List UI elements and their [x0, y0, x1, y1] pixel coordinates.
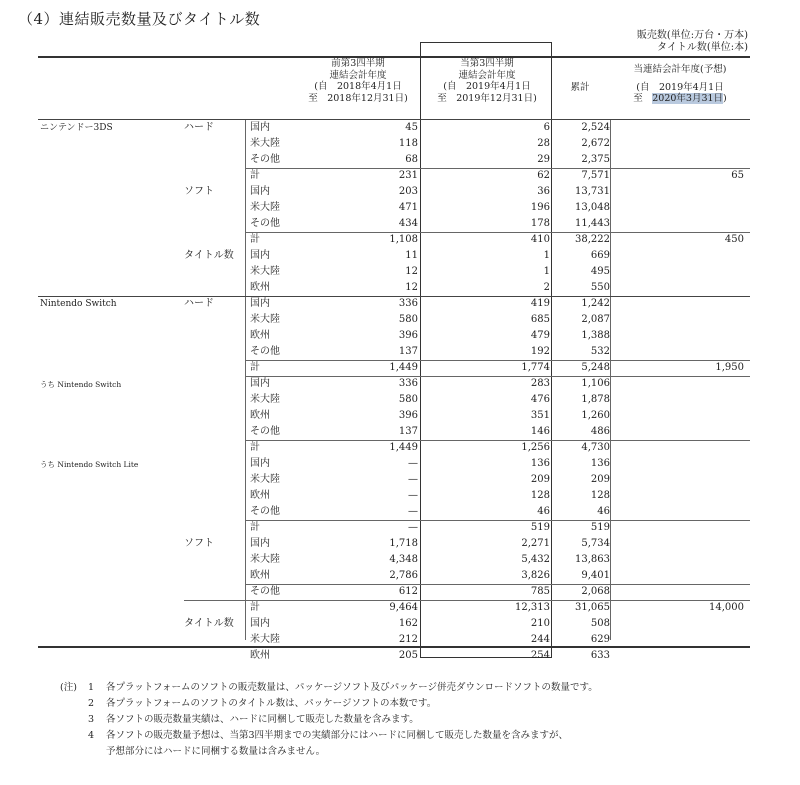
- current-period-cell: 178: [530, 218, 550, 229]
- table-row: [38, 264, 750, 280]
- prev-period-cell: —: [408, 458, 418, 469]
- cumulative-cell: 2,672: [581, 138, 610, 149]
- forecast-cell: 450: [724, 234, 744, 245]
- prev-period-cell: 1,108: [389, 234, 418, 245]
- region-cell: その他: [250, 586, 280, 597]
- footnote: [60, 696, 598, 712]
- cumulative-cell: 2,375: [581, 154, 610, 165]
- kind-cell: ソフト: [184, 186, 214, 197]
- table-row: [38, 600, 750, 616]
- footnote-number: 4: [88, 730, 95, 741]
- prev-period-cell: 205: [398, 650, 418, 661]
- cumulative-cell: 2,524: [581, 122, 610, 133]
- region-cell: 米大陸: [250, 634, 280, 645]
- table-row: [38, 408, 750, 424]
- region-cell: 計: [250, 522, 260, 533]
- prev-period-cell: —: [408, 474, 418, 485]
- prev-period-cell: —: [408, 522, 418, 533]
- cumulative-cell: 550: [590, 282, 610, 293]
- current-period-cell: 685: [530, 314, 550, 325]
- table-row: [38, 440, 750, 456]
- prev-period-cell: 9,464: [389, 602, 418, 613]
- footnote-text: 各プラットフォームのソフトの販売数量は、パッケージソフト及びパッケージ併売ダウンロードソフトの数量です。: [106, 682, 598, 693]
- prev-period-cell: 12: [405, 266, 418, 277]
- region-cell: 欧州: [250, 330, 270, 341]
- region-cell: その他: [250, 346, 280, 357]
- cumulative-cell: 519: [590, 522, 610, 533]
- cumulative-cell: 46: [597, 506, 610, 517]
- footnote: [60, 680, 598, 696]
- cumulative-cell: 9,401: [581, 570, 610, 581]
- region-cell: 欧州: [250, 490, 270, 501]
- region-cell: その他: [250, 154, 280, 165]
- prev-period-cell: 336: [398, 298, 418, 309]
- kind-cell: タイトル数: [184, 618, 234, 629]
- current-period-cell: 283: [530, 378, 550, 389]
- forecast-cell: 1,950: [715, 362, 744, 373]
- current-period-cell: 3,826: [521, 570, 550, 581]
- cumulative-cell: 128: [590, 490, 610, 501]
- platform-cell: うち Nintendo Switch: [40, 380, 122, 389]
- prev-period-cell: —: [408, 506, 418, 517]
- cumulative-cell: 38,222: [575, 234, 610, 245]
- cumulative-cell: 1,260: [581, 410, 610, 421]
- header-cumulative: 累計: [570, 82, 590, 93]
- region-cell: 米大陸: [250, 314, 280, 325]
- cumulative-cell: 7,571: [581, 170, 610, 181]
- current-period-cell: 62: [537, 170, 550, 181]
- region-cell: その他: [250, 426, 280, 437]
- region-cell: その他: [250, 506, 280, 517]
- current-period-cell: 419: [530, 298, 550, 309]
- prev-period-cell: 11: [405, 250, 418, 261]
- table-row: [38, 280, 750, 296]
- region-cell: 計: [250, 170, 260, 181]
- current-period-cell: 128: [530, 490, 550, 501]
- kind-cell: ハード: [184, 298, 214, 309]
- region-cell: 国内: [250, 458, 270, 469]
- header-current-period: 当第3四半期 連結会計年度 (自 2019年4月1日 至 2019年12月31日): [437, 58, 537, 104]
- table-row: [38, 536, 750, 552]
- table-row: [38, 648, 750, 664]
- current-period-cell: 410: [530, 234, 550, 245]
- prev-period-cell: 580: [398, 394, 418, 405]
- table-row: [38, 568, 750, 584]
- table-row: [38, 312, 750, 328]
- region-cell: 国内: [250, 538, 270, 549]
- prev-period-cell: 12: [405, 282, 418, 293]
- cumulative-cell: 669: [590, 250, 610, 261]
- cumulative-cell: 1,242: [581, 298, 610, 309]
- prev-period-cell: 68: [405, 154, 418, 165]
- table-row: [38, 376, 750, 392]
- cumulative-cell: 13,863: [575, 554, 610, 565]
- current-period-cell: 29: [537, 154, 550, 165]
- region-cell: 国内: [250, 298, 270, 309]
- region-cell: 計: [250, 234, 260, 245]
- footnote-text: 予想部分にはハードに同梱する数量は含みません。: [106, 746, 326, 757]
- current-period-cell: 351: [530, 410, 550, 421]
- cumulative-cell: 1,106: [581, 378, 610, 389]
- forecast-cell: 14,000: [709, 602, 744, 613]
- cumulative-cell: 633: [590, 650, 610, 661]
- region-cell: 欧州: [250, 282, 270, 293]
- prev-period-cell: 1,718: [389, 538, 418, 549]
- cumulative-cell: 1,878: [581, 394, 610, 405]
- cumulative-cell: 1,388: [581, 330, 610, 341]
- region-cell: 米大陸: [250, 394, 280, 405]
- table-row: [38, 632, 750, 648]
- cumulative-cell: 136: [590, 458, 610, 469]
- current-period-cell: 1,774: [521, 362, 550, 373]
- table-row: [38, 424, 750, 440]
- region-cell: 米大陸: [250, 266, 280, 277]
- header-prev-period: 前第3四半期 連結会計年度 (自 2018年4月1日 至 2018年12月31日): [308, 58, 408, 104]
- prev-period-cell: —: [408, 490, 418, 501]
- table-row: [38, 296, 750, 312]
- footnote-label: (注): [60, 682, 77, 693]
- footnote: [60, 712, 598, 728]
- prev-period-cell: 580: [398, 314, 418, 325]
- current-period-cell: 1: [543, 266, 550, 277]
- footnote-number: 2: [88, 698, 95, 709]
- prev-period-cell: 612: [398, 586, 418, 597]
- cumulative-cell: 2,087: [581, 314, 610, 325]
- footnote-text: 各ソフトの販売数量予想は、当第3四半期までの実績部分にはハードに同梱して販売した数量を含みますが、: [106, 730, 569, 741]
- region-cell: 国内: [250, 250, 270, 261]
- footnote-number: 1: [88, 682, 95, 693]
- region-cell: 米大陸: [250, 202, 280, 213]
- units-sales: 販売数(単位:万台・万本): [636, 30, 748, 41]
- region-cell: その他: [250, 218, 280, 229]
- table-row: [38, 248, 750, 264]
- table-row: [38, 584, 750, 600]
- prev-period-cell: 212: [398, 634, 418, 645]
- cumulative-cell: 5,248: [581, 362, 610, 373]
- region-cell: 国内: [250, 618, 270, 629]
- table-row: [38, 488, 750, 504]
- prev-period-cell: 396: [398, 330, 418, 341]
- cumulative-cell: 486: [590, 426, 610, 437]
- prev-period-cell: 231: [398, 170, 418, 181]
- table-row: [38, 184, 750, 200]
- current-period-cell: 785: [530, 586, 550, 597]
- table-row: [38, 200, 750, 216]
- prev-period-cell: 471: [398, 202, 418, 213]
- units-titles: タイトル数(単位:本): [657, 42, 748, 53]
- cumulative-cell: 495: [590, 266, 610, 277]
- footnote-number: 3: [88, 714, 95, 725]
- platform-cell: うち Nintendo Switch Lite: [40, 460, 139, 469]
- current-period-cell: 1: [543, 250, 550, 261]
- footnote: [60, 728, 598, 744]
- table-row: [38, 232, 750, 248]
- table-row: [38, 616, 750, 632]
- table-row: [38, 552, 750, 568]
- prev-period-cell: 203: [398, 186, 418, 197]
- platform-cell: ニンテンドー3DS: [40, 123, 113, 133]
- forecast-end-date-highlight: 2020年3月31日: [652, 93, 724, 104]
- page-title: （4）連結販売数量及びタイトル数: [18, 10, 261, 28]
- table-row: [38, 504, 750, 520]
- cumulative-cell: 13,731: [575, 186, 610, 197]
- region-cell: 計: [250, 362, 260, 373]
- prev-period-cell: 1,449: [389, 442, 418, 453]
- current-period-cell: 210: [530, 618, 550, 629]
- region-cell: 国内: [250, 186, 270, 197]
- prev-period-cell: 1,449: [389, 362, 418, 373]
- prev-period-cell: 162: [398, 618, 418, 629]
- footnotes: [60, 680, 598, 760]
- region-cell: 国内: [250, 122, 270, 133]
- prev-period-cell: 118: [398, 138, 418, 149]
- table-row: [38, 360, 750, 376]
- prev-period-cell: 396: [398, 410, 418, 421]
- footnote-text: 各プラットフォームのソフトのタイトル数は、パッケージソフトの本数です。: [106, 698, 437, 709]
- current-period-cell: 2: [543, 282, 550, 293]
- kind-cell: ソフト: [184, 538, 214, 549]
- region-cell: 計: [250, 602, 260, 613]
- cumulative-cell: 532: [590, 346, 610, 357]
- kind-cell: ハード: [184, 122, 214, 133]
- table-row: [38, 344, 750, 360]
- current-period-cell: 146: [530, 426, 550, 437]
- region-cell: 米大陸: [250, 138, 280, 149]
- table-row: [38, 472, 750, 488]
- prev-period-cell: 4,348: [389, 554, 418, 565]
- table-row: [38, 520, 750, 536]
- table-row: [38, 456, 750, 472]
- cumulative-cell: 13,048: [575, 202, 610, 213]
- prev-period-cell: 336: [398, 378, 418, 389]
- cumulative-cell: 508: [590, 618, 610, 629]
- prev-period-cell: 137: [398, 426, 418, 437]
- current-period-cell: 5,432: [521, 554, 550, 565]
- prev-period-cell: 2,786: [389, 570, 418, 581]
- current-period-cell: 244: [530, 634, 550, 645]
- current-period-cell: 479: [530, 330, 550, 341]
- region-cell: 計: [250, 442, 260, 453]
- current-period-cell: 209: [530, 474, 550, 485]
- current-period-cell: 254: [530, 650, 550, 661]
- region-cell: 欧州: [250, 650, 270, 661]
- footnote-text: 各ソフトの販売数量実績は、ハードに同梱して販売した数量を含みます。: [106, 714, 419, 725]
- region-cell: 欧州: [250, 570, 270, 581]
- prev-period-cell: 45: [405, 122, 418, 133]
- cumulative-cell: 2,068: [581, 586, 610, 597]
- cumulative-cell: 31,065: [575, 602, 610, 613]
- kind-cell: タイトル数: [184, 250, 234, 261]
- units-legend: [637, 30, 748, 54]
- current-period-cell: 46: [537, 506, 550, 517]
- footnote: [60, 744, 598, 760]
- current-period-cell: 1,256: [521, 442, 550, 453]
- current-period-cell: 2,271: [521, 538, 550, 549]
- cumulative-cell: 629: [590, 634, 610, 645]
- current-period-cell: 6: [543, 122, 550, 133]
- platform-cell: Nintendo Switch: [40, 299, 117, 309]
- table-row: [38, 120, 750, 136]
- table-row: [38, 152, 750, 168]
- cumulative-cell: 209: [590, 474, 610, 485]
- current-period-cell: 196: [530, 202, 550, 213]
- current-period-cell: 28: [537, 138, 550, 149]
- table-row: [38, 392, 750, 408]
- region-cell: 米大陸: [250, 474, 280, 485]
- current-period-cell: 36: [537, 186, 550, 197]
- cumulative-cell: 4,730: [581, 442, 610, 453]
- region-cell: 欧州: [250, 410, 270, 421]
- forecast-cell: 65: [731, 170, 744, 181]
- prev-period-cell: 434: [398, 218, 418, 229]
- prev-period-cell: 137: [398, 346, 418, 357]
- current-period-cell: 519: [530, 522, 550, 533]
- cumulative-cell: 5,734: [581, 538, 610, 549]
- cumulative-cell: 11,443: [575, 218, 610, 229]
- table-row: [38, 328, 750, 344]
- region-cell: 米大陸: [250, 554, 280, 565]
- current-period-cell: 12,313: [515, 602, 550, 613]
- current-period-cell: 476: [530, 394, 550, 405]
- region-cell: 国内: [250, 378, 270, 389]
- current-period-cell: 136: [530, 458, 550, 469]
- table-row: [38, 136, 750, 152]
- header-forecast: 当連結会計年度(予想) (自 2019年4月1日 至 2020年3月31日): [633, 64, 727, 104]
- table-row: [38, 168, 750, 184]
- current-period-cell: 192: [530, 346, 550, 357]
- table-row: [38, 216, 750, 232]
